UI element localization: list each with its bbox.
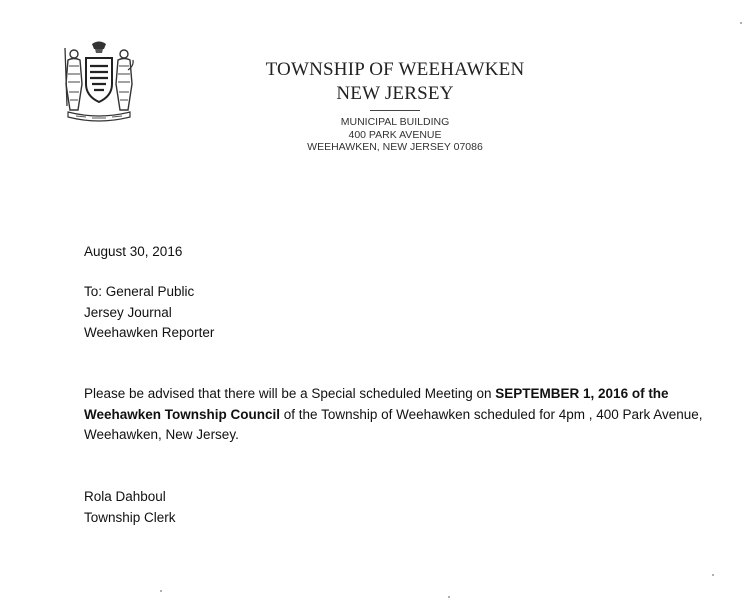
recipient-line: To: General Public: [84, 284, 195, 299]
scan-speck: [160, 590, 162, 592]
letterhead-title: TOWNSHIP OF WEEHAWKEN: [265, 59, 525, 80]
signatory-title: Township Clerk: [84, 509, 176, 525]
address-city: WEEHAWKEN, NEW JERSEY 07086: [307, 141, 483, 153]
scan-speck: [712, 574, 714, 576]
letterhead-state: NEW JERSEY: [336, 83, 454, 104]
signatory-name: Rola Dahboul: [84, 489, 166, 504]
scan-speck: [740, 22, 742, 24]
scan-speck: [448, 596, 450, 598]
letter-date: August 30, 2016: [84, 244, 183, 259]
letterhead: [250, 58, 540, 154]
notice-line-3: Weehawken, New Jersey.: [84, 427, 239, 442]
notice-council-emphasis: Weehawken Township Council: [84, 406, 281, 422]
address-building: MUNICIPAL BUILDING: [340, 116, 450, 128]
recipient-line: Jersey Journal: [84, 304, 172, 320]
meeting-notice: [84, 384, 704, 446]
state-seal-icon: [62, 40, 136, 122]
recipient-line: Weehawken Reporter: [84, 325, 215, 340]
signature-block: [84, 487, 176, 528]
letterhead-divider: [370, 110, 420, 111]
address-street: 400 PARK AVENUE: [348, 128, 442, 141]
notice-text: of the Township of Weehawken scheduled for 4pm , 400 Park Avenue,: [280, 406, 703, 422]
notice-line-1: [84, 384, 704, 405]
notice-text: Please be advised that there will be a Special scheduled Meeting on: [84, 386, 496, 401]
recipients-block: [84, 282, 214, 344]
notice-line-2: [84, 405, 704, 426]
notice-date-emphasis: SEPTEMBER 1, 2016 of the: [495, 386, 669, 401]
